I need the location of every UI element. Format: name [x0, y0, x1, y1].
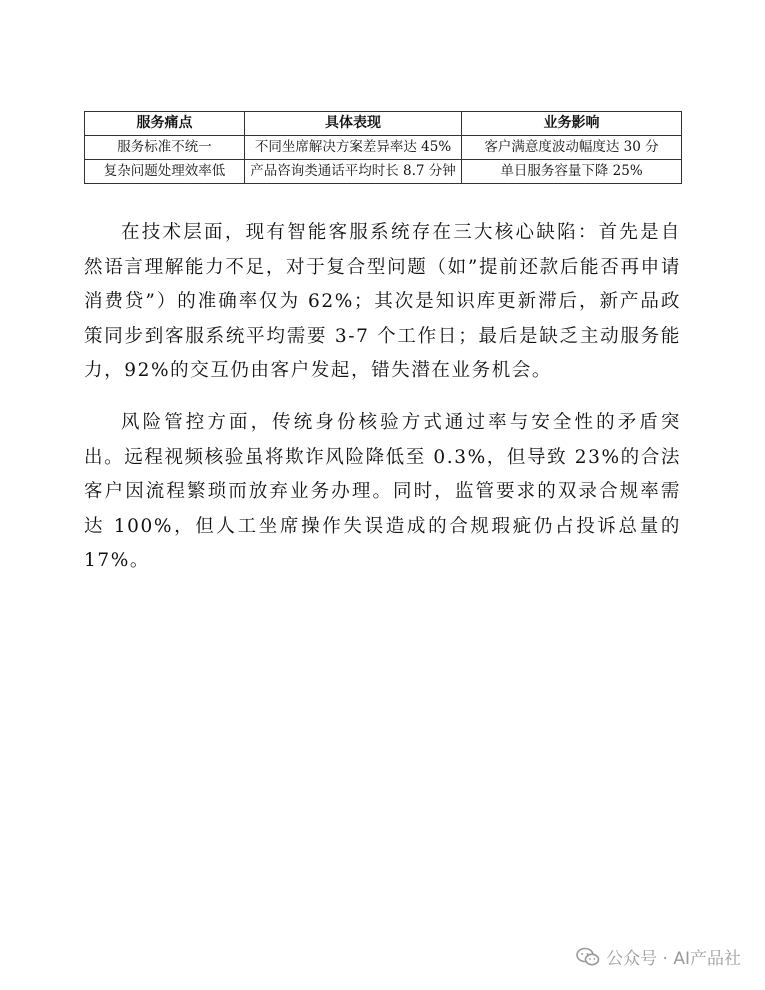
body-paragraph-technology: 在技术层面，现有智能客服系统存在三大核心缺陷：首先是自然语言理解能力不足，对于复合型问题（如”提前还款后能否再申请消费贷”）的准确率仅为 62%；其次是知识库更新滞后，新产品政策同步到客服系统平均需要 3-7 个工作日；最后是缺乏主动服务能力，92%的交互仍由客户发起，错失潜在业务机会。: [84, 222, 681, 381]
service-pain-table: [84, 111, 682, 184]
table-header-row: [85, 112, 682, 136]
table-cell: 客户满意度波动幅度达 30 分: [462, 136, 682, 160]
watermark-text: 公众号 · AI产品社: [606, 949, 741, 969]
wechat-icon: [576, 947, 600, 967]
table-row: [85, 136, 682, 160]
table-cell: 产品咨询类通话平均时长 8.7 分钟: [245, 160, 462, 184]
watermark: [576, 944, 741, 969]
table-cell: 不同坐席解决方案差异率达 45%: [245, 136, 462, 160]
table-cell: 复杂问题处理效率低: [85, 160, 245, 184]
table-row: [85, 160, 682, 184]
table-header-cell: 服务痛点: [85, 112, 245, 136]
table-header-cell: 业务影响: [462, 112, 682, 136]
table-cell: 单日服务容量下降 25%: [462, 160, 682, 184]
body-paragraph-risk-control: 风险管控方面，传统身份核验方式通过率与安全性的矛盾突出。远程视频核验虽将欺诈风险降低至 0.3%，但导致 23%的合法客户因流程繁琐而放弃业务办理。同时，监管要求的双录合规率需达 100%，但人工坐席操作失误造成的合规瑕疵仍占投诉总量的 17%。: [84, 412, 681, 571]
table-header-cell: 具体表现: [245, 112, 462, 136]
table-cell: 服务标准不统一: [85, 136, 245, 160]
